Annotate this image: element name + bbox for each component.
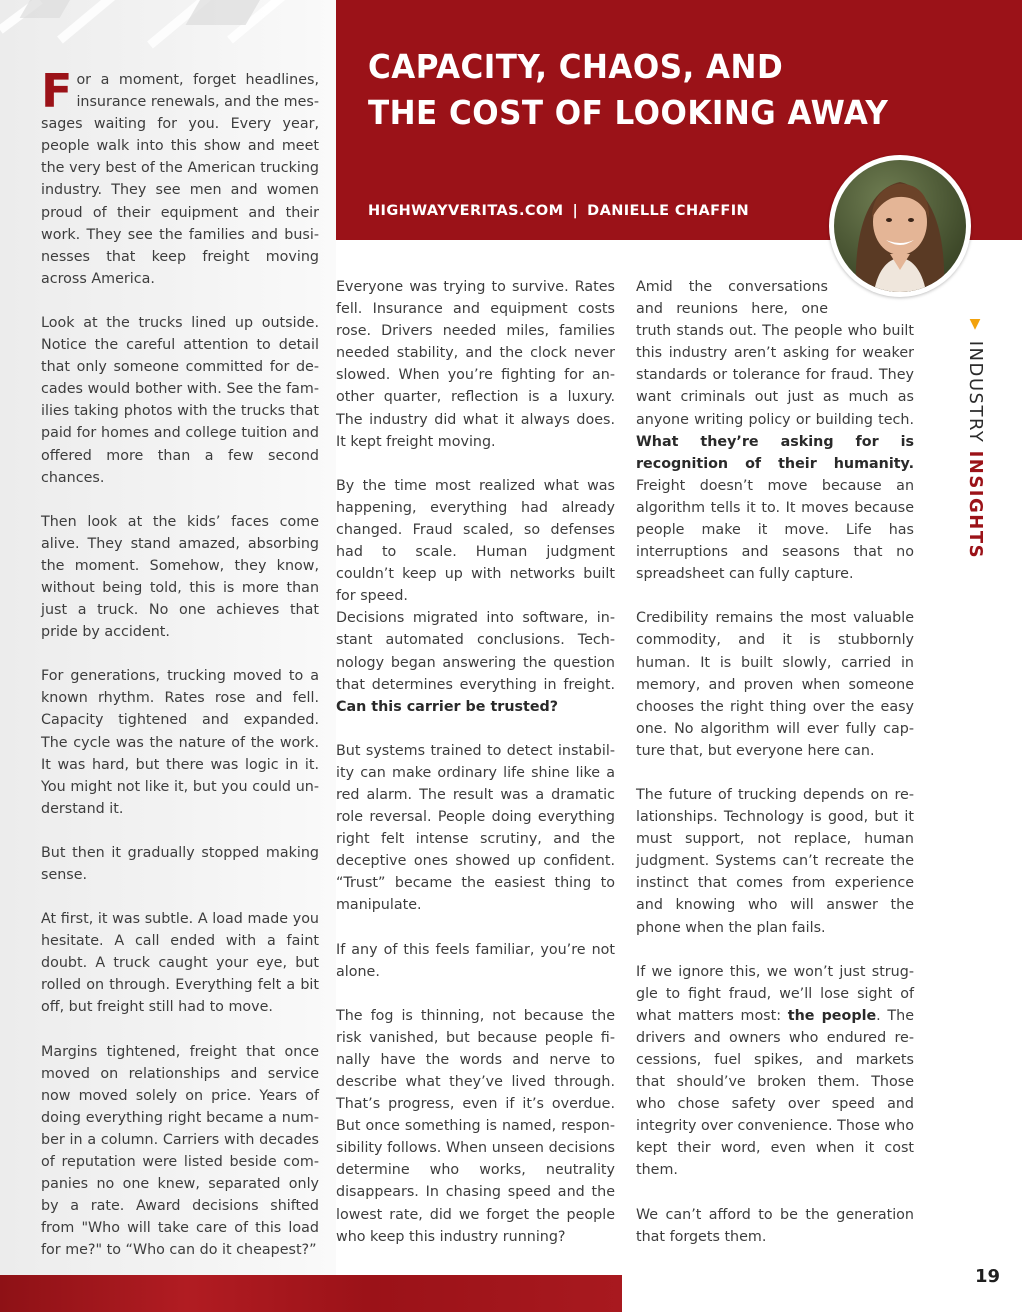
bold-phrase: the people — [787, 1007, 877, 1024]
bold-question: Can this carrier be trusted? — [336, 698, 559, 715]
byline-author: DANIELLE CHAFFIN — [587, 203, 750, 219]
paragraph: We can’t afford to be the generation that forgets them. — [636, 1206, 914, 1245]
footer-red-bar — [0, 1275, 622, 1312]
paragraph: If any of this feels familiar, you’re not alone. — [336, 941, 615, 980]
paragraph — [636, 276, 914, 585]
paragraph-text: or a moment, forget headlines, insurance renewals, and the messages waiting for you. Every year, people walk into this show and meet the very best of the American trucking industry. They see men and women proud of their equipment and their work. They see the families and businesses that keep freight moving across America. — [41, 72, 319, 287]
article-column-1 — [41, 64, 319, 1284]
triangle-marker-icon: ▼ — [967, 316, 983, 334]
title-line-2: THE COST OF LOOKING AWAY — [368, 93, 889, 132]
paragraph: By the time most realized what was happening, everything had already changed. Fraud scaled, so defenses had to scale. Human judgment couldn’t keep up with networks built for speed. — [336, 477, 615, 605]
paragraph: At first, it was subtle. A load made you hesitate. A call ended with a faint doubt. A truck caught your eye, but rolled on through. Everything felt a bit off, but freight still had to move. — [41, 911, 319, 1016]
drop-cap: F — [41, 64, 73, 118]
paragraph-text: If we ignore this, we won’t just struggle to fight fraud, we’ll lose sight of what matters most: — [636, 963, 914, 1024]
paragraph: For generations, trucking moved to a known rhythm. Rates rose and fell. Capacity tightened and expanded. The cycle was the nature of the work. It was hard, but there was logic in it. You might not like it, but you could understand it. — [41, 668, 319, 817]
byline-site: HIGHWAYVERITAS.COM — [368, 203, 564, 219]
paragraph: Everyone was trying to survive. Rates fell. Insurance and equipment costs rose. Drivers needed miles, families needed stability, and the clock never slowed. When you’re fighting for another quarter, reflection is a luxury. The industry did what it always does. It kept freight moving. — [336, 279, 615, 450]
paragraph-text: and reunions here, one — [636, 301, 828, 318]
paragraph: But then it gradually stopped making sense. — [41, 844, 319, 883]
byline-separator: | — [572, 203, 579, 219]
paragraph-text: . The drivers and owners who endured recessions, fuel spikes, and markets that should’ve broken them. Those who chose safety over speed and integrity over convenience. Those who kept their word, even when it cost them. — [636, 1007, 914, 1179]
paragraph: Look at the trucks lined up outside. Notice the careful attention to detail that only someone committed for decades would bother with. See the families taking photos with the trucks that paid for homes and college tuition and offered more than a few second chances. — [41, 314, 319, 486]
paragraph — [336, 607, 615, 717]
paragraph: The fog is thinning, not because the risk vanished, but because people finally have the words and nerve to describe what they’ve lived through. That’s progress, even if it’s overdue. But once something is named, responsibility follows. When unseen decisions determine who works, neutrality disappears. In chasing speed and the lowest rate, did we forget the people who keep this industry running? — [336, 1007, 615, 1245]
section-label-word-2: INSIGHTS — [965, 450, 986, 560]
section-label-word-1: INDUSTRY — [965, 340, 986, 444]
author-portrait-illustration — [834, 160, 966, 292]
byline — [368, 203, 749, 219]
section-label-industry-insights — [965, 316, 986, 559]
decorative-truck-graphic — [0, 0, 336, 60]
paragraph-text: Decisions migrated into software, instant automated conclusions. Technology began answering the question that determines everything in freight. — [336, 610, 615, 693]
article-title — [368, 44, 932, 136]
article-column-2 — [336, 276, 615, 1270]
page-number: 19 — [975, 1266, 1001, 1287]
paragraph: Then look at the kids’ faces come alive. They stand amazed, absorbing the moment. Somehow, they know, without being told, this is more than just a truck. No one achieves that pride by accident. — [41, 513, 319, 641]
article-column-3 — [636, 276, 914, 1270]
paragraph: Margins tightened, freight that once moved on relationships and service now moved solely on price. Years of doing everything right became a number in a column. Carriers with decades of reputation were listed beside companies no one knew, separated only by a rate. Award decisions shifted from "Who will take care of this load for me?" to “Who can do it cheapest?” — [41, 1043, 319, 1259]
bold-statement: What they’re asking for is recognition of their humanity. — [636, 433, 914, 472]
paragraph: The future of trucking depends on relationships. Technology is good, but it must support, not replace, human judgment. Systems can’t recreate the instinct that comes from experience and knowing who will answer the phone when the plan fails. — [636, 786, 914, 936]
paragraph-text: truth stands out. The people who built this industry aren’t asking for weaker standards or tolerance for fraud. They want criminals out just as much as anyone writing policy or building tech. — [636, 323, 914, 428]
paragraph: But systems trained to detect instability can make ordinary life shine like a red alarm. The result was a dramatic role reversal. People doing everything right felt intense scrutiny, and the deceptive ones showed up confident. “Trust” became the easiest thing to manipulate. — [336, 742, 615, 914]
paragraph — [636, 961, 914, 1182]
paragraph — [41, 64, 319, 290]
title-line-1: CAPACITY, CHAOS, AND — [368, 47, 784, 86]
paragraph: Credibility remains the most valuable commodity, and it is stubbornly human. It is built slowly, carried in memory, and proven when someone chooses the right thing over the easy one. No algorithm will ever fully capture that, but everyone here can. — [636, 610, 914, 759]
paragraph-text: Amid the conversations — [636, 279, 828, 295]
paragraph-text: Freight doesn’t move because an algorithm tells it to. It moves because people make it move. Life has interruptions and seasons that no spreadsheet can fully capture. — [636, 477, 914, 583]
